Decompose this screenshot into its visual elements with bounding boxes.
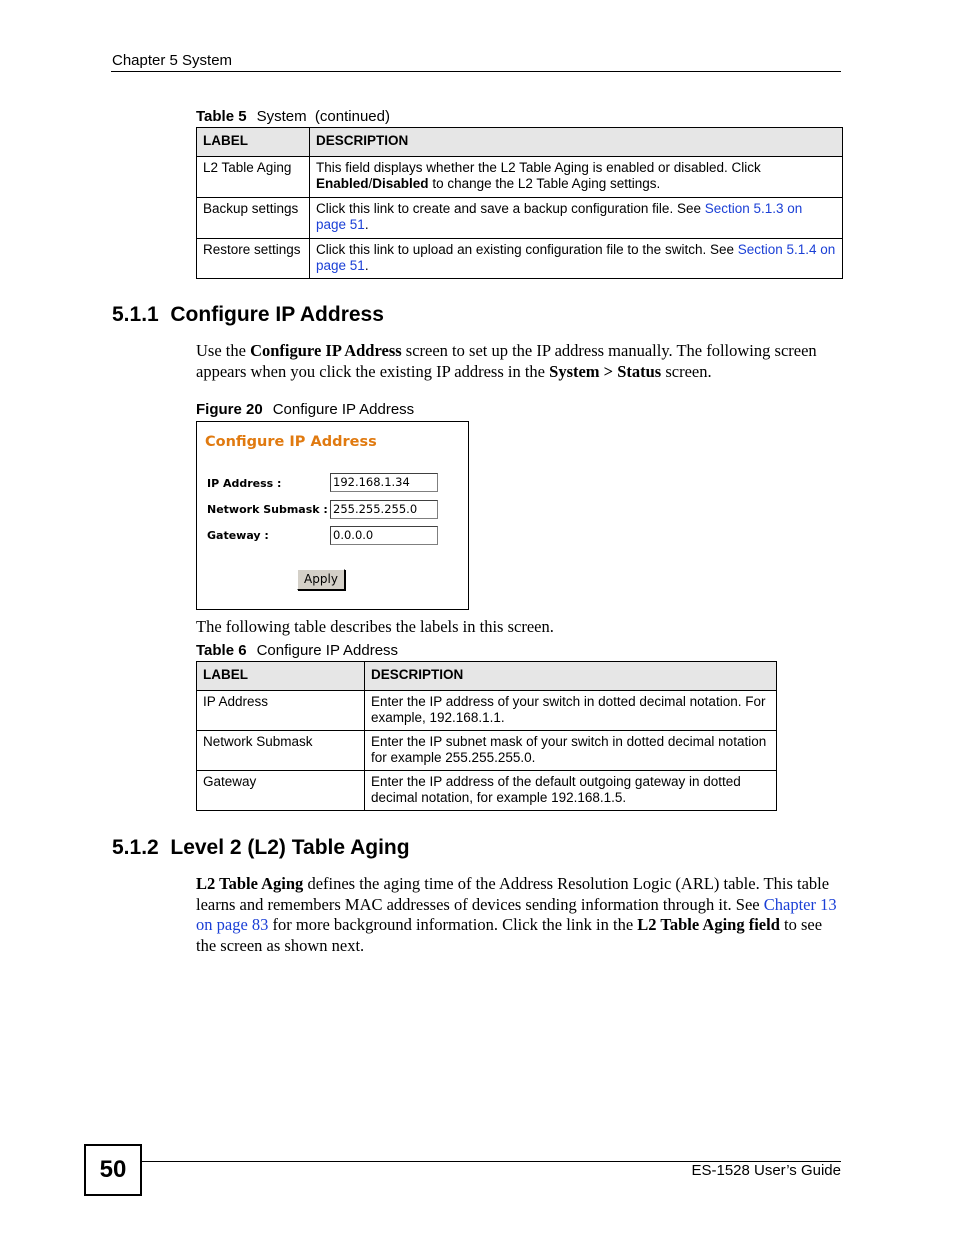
desc-bold: Disabled — [372, 176, 429, 191]
gateway-input[interactable]: 0.0.0.0 — [330, 526, 438, 545]
chapter-header: Chapter 5 System — [112, 52, 233, 69]
table-row — [197, 198, 843, 239]
para-text: screen to set up the IP address manually. The following screen appears when you click the existing IP address in the — [196, 341, 817, 381]
table6-caption-title: Configure IP Address — [256, 642, 399, 659]
row-label: Network Submask — [197, 731, 365, 771]
desc-text: This field displays whether the L2 Table Aging is enabled or disabled. Click — [316, 160, 761, 175]
para-text: screen. — [661, 361, 712, 381]
para-bold: L2 Table Aging — [196, 874, 304, 893]
row-description — [310, 239, 843, 279]
chapter-link[interactable]: Chapter 13 on page 83 — [196, 894, 837, 934]
section-link[interactable]: Section 5.1.4 on page 51 — [316, 242, 836, 273]
table6 — [196, 661, 777, 811]
row-description: Enter the IP address of the default outgoing gateway in dotted decimal notation, for example 192.168.1.5. — [365, 771, 777, 811]
table5-caption-number: Table 5 — [196, 108, 247, 125]
table6-caption-number: Table 6 — [196, 642, 247, 659]
figure20-caption — [196, 401, 414, 418]
row-label: IP Address — [197, 691, 365, 731]
para-text: to see the screen as shown next. — [196, 915, 823, 955]
para-text: defines the aging time of the Address Resolution Logic (ARL) table. This table learns and remembers MAC addresses of devices sending information through it. See — [196, 874, 830, 914]
network-submask-label: Network Submask : — [207, 503, 328, 516]
row-description: Enter the IP subnet mask of your switch in dotted decimal notation for example 255.255.255.0. — [365, 731, 777, 771]
para-text: for more background information. Click the link in the — [268, 915, 638, 934]
section-paragraph — [196, 874, 844, 956]
section-link[interactable]: Section 5.1.3 on page 51 — [316, 201, 803, 232]
desc-sep: / — [368, 176, 373, 191]
table-row — [197, 239, 843, 279]
table-row — [197, 691, 777, 731]
table-row — [197, 731, 777, 771]
ip-address-label: IP Address : — [207, 477, 282, 490]
network-submask-input[interactable]: 255.255.255.0 — [330, 500, 438, 519]
table5-caption-title: System (continued) — [256, 108, 390, 125]
table5 — [196, 127, 843, 279]
para-bold: System > Status — [549, 361, 662, 381]
table6-caption — [196, 642, 398, 659]
gateway-label: Gateway : — [207, 529, 269, 542]
table-intro-text: The following table describes the labels in this screen. — [196, 617, 554, 636]
column-header-label: LABEL — [197, 128, 310, 157]
row-description: Enter the IP address of your switch in dotted decimal notation. For example, 192.168.1.1. — [365, 691, 777, 731]
section-heading-5-1-2: 5.1.2 Level 2 (L2) Table Aging — [112, 836, 410, 859]
figure20-caption-title: Configure IP Address — [272, 401, 415, 418]
row-description — [310, 198, 843, 239]
column-header-description: DESCRIPTION — [310, 128, 843, 157]
row-label: Gateway — [197, 771, 365, 811]
row-description — [310, 157, 843, 198]
section-paragraph — [196, 341, 844, 382]
row-label: Backup settings — [197, 198, 310, 239]
section-heading-5-1-1: 5.1.1 Configure IP Address — [112, 303, 384, 326]
page-number: 50 — [84, 1144, 142, 1196]
desc-text: to change the L2 Table Aging settings. — [428, 176, 661, 191]
table-row — [197, 771, 777, 811]
apply-button[interactable]: Apply — [297, 569, 345, 590]
column-header-label: LABEL — [197, 662, 365, 691]
configure-ip-screenshot — [196, 421, 469, 610]
table5-caption — [196, 108, 390, 125]
row-label: Restore settings — [197, 239, 310, 279]
desc-text: Click this link to upload an existing configuration file to the switch. See — [316, 242, 738, 257]
table-row — [197, 157, 843, 198]
screen-title: Configure IP Address — [205, 434, 377, 450]
guide-title: ES-1528 User’s Guide — [691, 1162, 841, 1179]
para-bold: Configure IP Address — [250, 341, 402, 360]
header-divider — [111, 71, 841, 72]
row-label: L2 Table Aging — [197, 157, 310, 198]
figure20-caption-number: Figure 20 — [196, 401, 263, 418]
desc-text: . — [364, 258, 369, 273]
table-header-row — [197, 128, 843, 157]
column-header-description: DESCRIPTION — [365, 662, 777, 691]
ip-address-input[interactable]: 192.168.1.34 — [330, 473, 438, 492]
para-text: Use the — [196, 341, 251, 360]
desc-bold: Enabled — [316, 176, 369, 191]
para-bold: L2 Table Aging field — [637, 915, 780, 934]
table-header-row — [197, 662, 777, 691]
desc-text: Click this link to create and save a backup configuration file. See — [316, 201, 705, 216]
desc-text: . — [364, 217, 369, 232]
